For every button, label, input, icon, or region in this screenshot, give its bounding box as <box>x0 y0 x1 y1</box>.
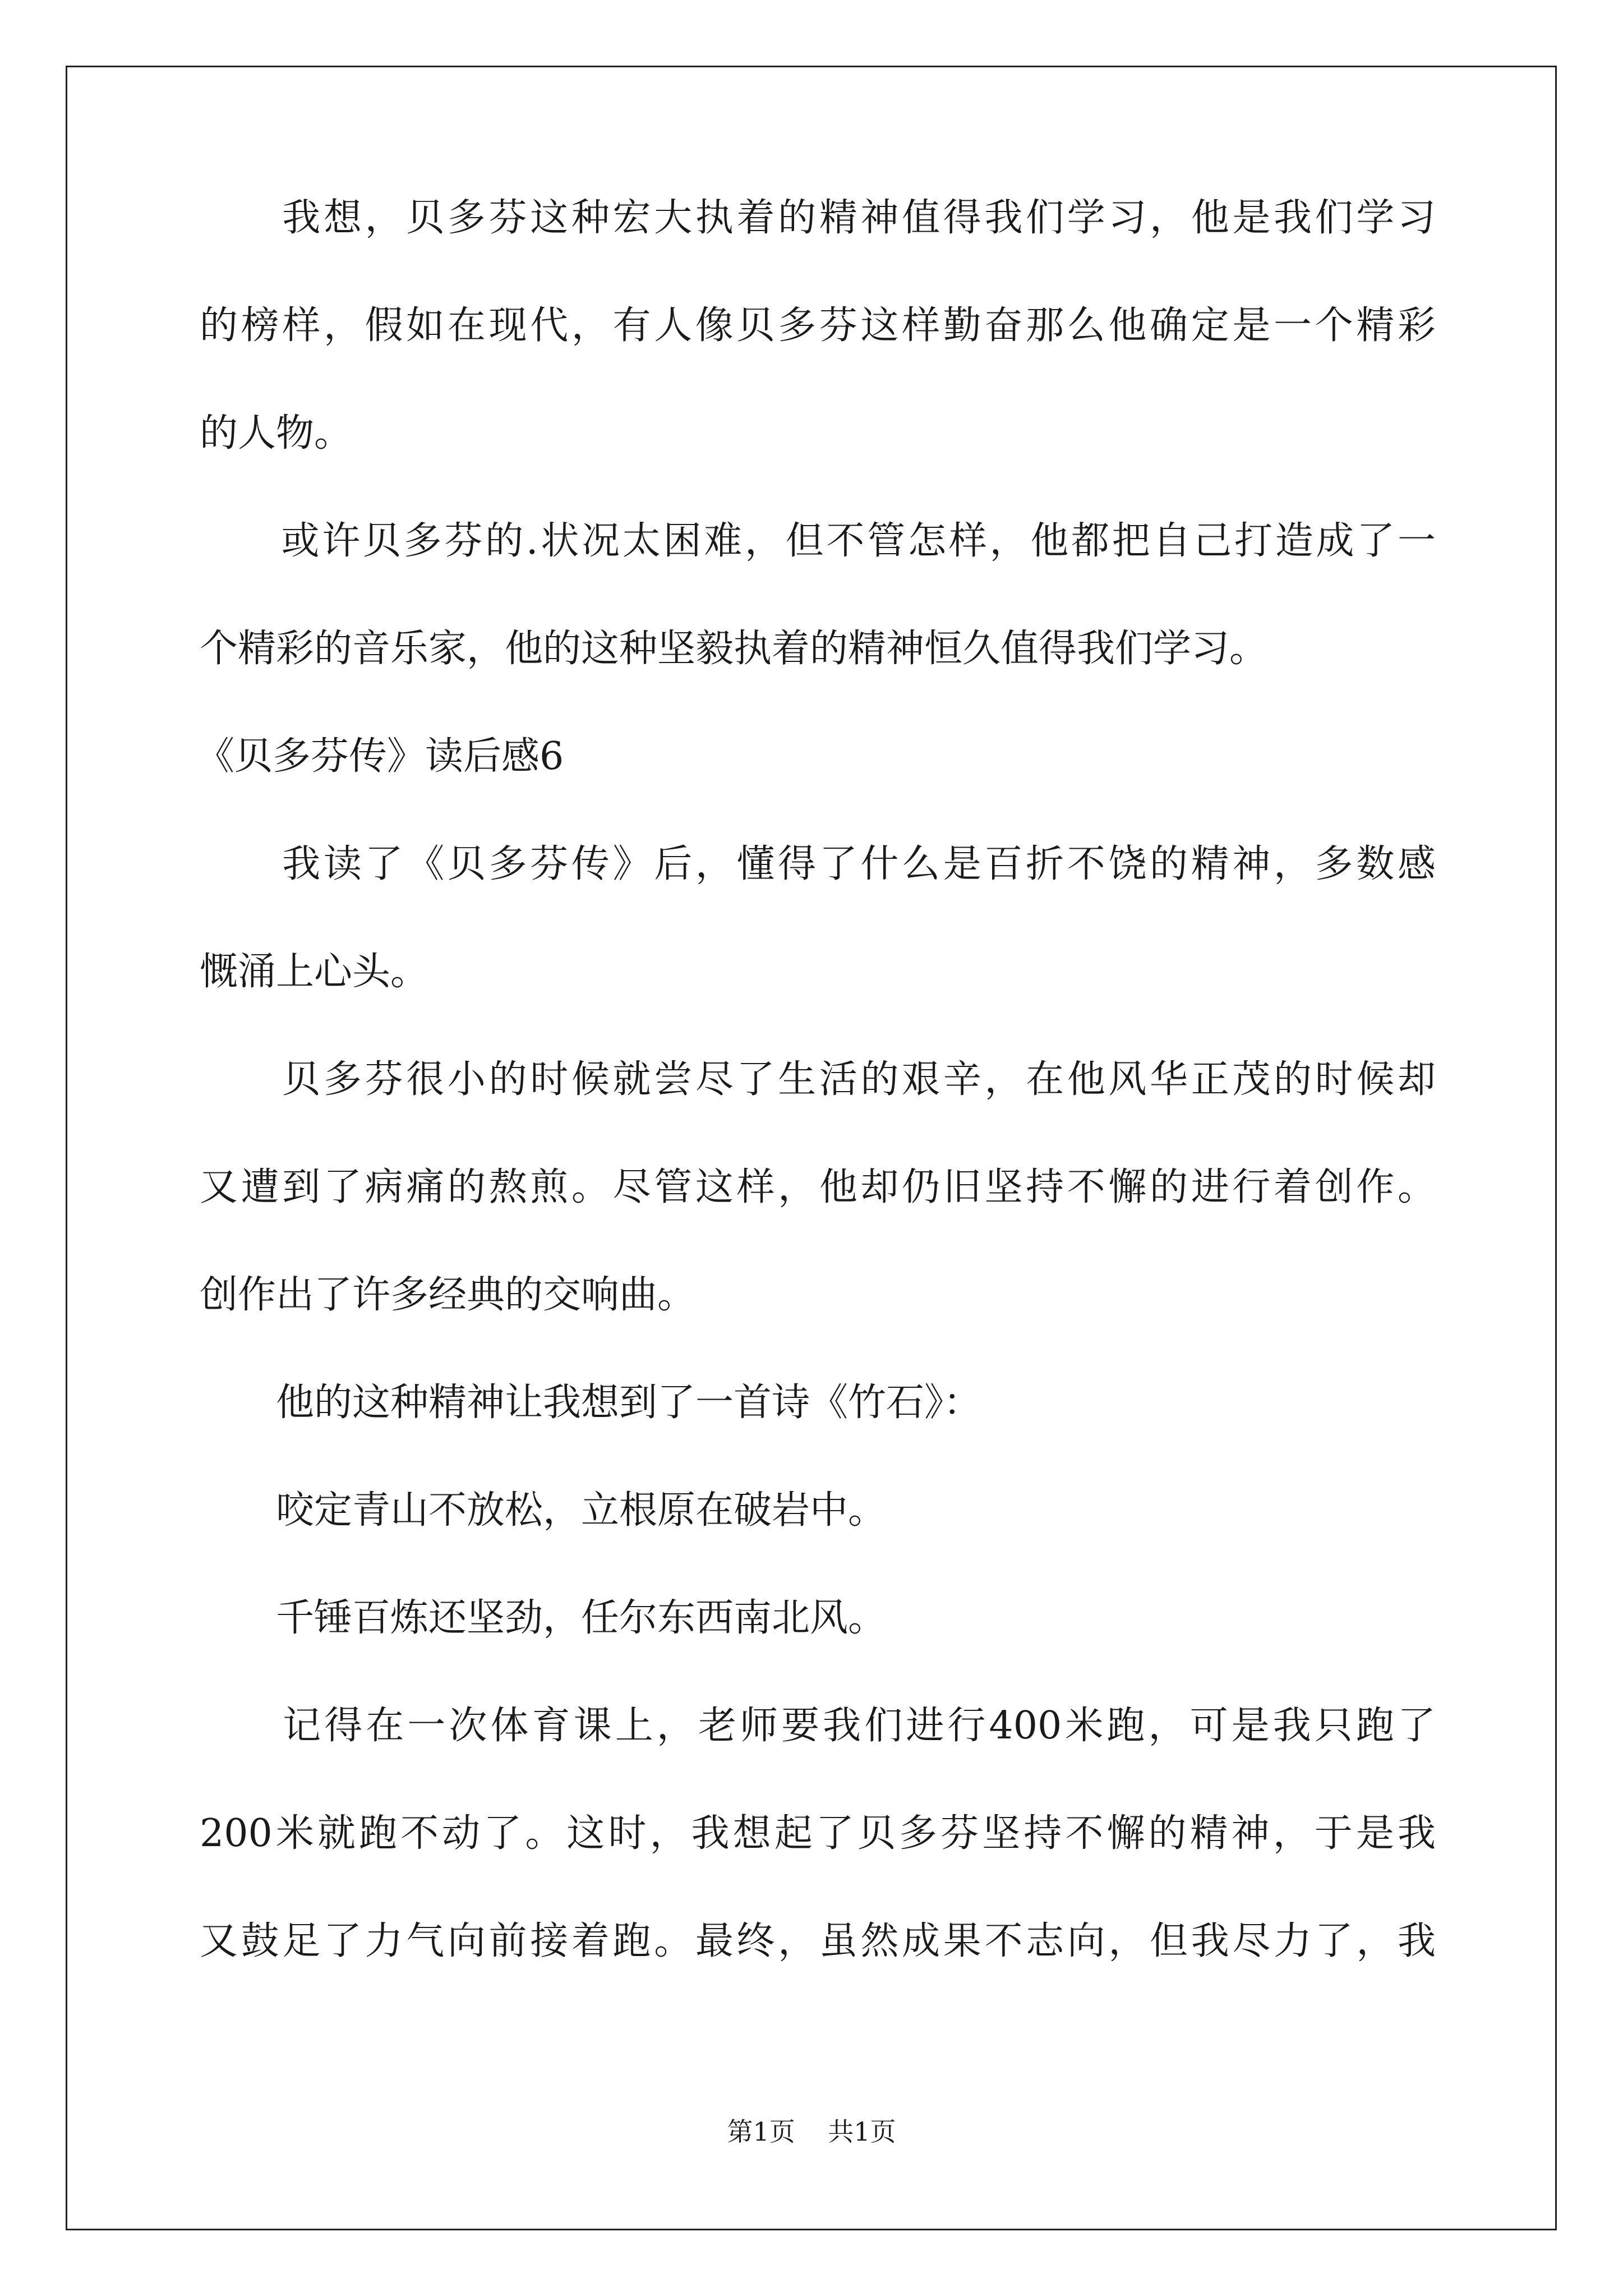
paragraph-1-line-2: 的榜样，假如在现代，有人像贝多芬这样勤奋那么他确定是一个精彩 <box>200 303 1436 348</box>
paragraph-2-line-2: 个精彩的音乐家，他的这种坚毅执着的精神恒久值得我们学习。 <box>200 627 1268 671</box>
paragraph-6-line-3: 又鼓足了力气向前接着跑。最终，虽然成果不志向，但我尽力了，我 <box>200 1919 1436 1963</box>
paragraph-2-line-1: 或许贝多芬的.状况太困难，但不管怎样，他都把自己打造成了一 <box>200 519 1436 563</box>
paragraph-6-line-2: 200米就跑不动了。这时，我想起了贝多芬坚持不懈的精神，于是我 <box>200 1811 1436 1856</box>
paragraph-1-line-1: 我想，贝多芬这种宏大执着的精神值得我们学习，他是我们学习 <box>200 196 1436 240</box>
paragraph-4-line-3: 创作出了许多经典的交响曲。 <box>200 1273 696 1317</box>
paragraph-5-line-1: 他的这种精神让我想到了一首诗《竹石》： <box>200 1381 982 1425</box>
page-border <box>66 66 1557 2230</box>
paragraph-6-line-1: 记得在一次体育课上，老师要我们进行400米跑，可是我只跑了 <box>200 1704 1436 1748</box>
paragraph-4-line-2: 又遭到了病痛的熬煎。尽管这样，他却仍旧坚持不懈的进行着创作。 <box>200 1165 1436 1209</box>
paragraph-3-line-2: 慨涌上心头。 <box>200 950 429 994</box>
paragraph-1-line-3: 的人物。 <box>200 411 353 455</box>
poem-line-2: 千锤百炼还坚劲，任尔东西南北风。 <box>200 1596 887 1640</box>
page-footer <box>0 2115 1623 2148</box>
poem-line-1: 咬定青山不放松，立根原在破岩中。 <box>200 1488 887 1533</box>
page-number: 第1页 <box>727 2116 795 2147</box>
paragraph-4-line-1: 贝多芬很小的时候就尝尽了生活的艰辛，在他风华正茂的时候却 <box>200 1057 1436 1102</box>
paragraph-3-line-1: 我读了《贝多芬传》后，懂得了什么是百折不饶的精神，多数感 <box>200 842 1436 886</box>
total-pages: 共1页 <box>828 2116 896 2147</box>
section-heading: 《贝多芬传》读后感6 <box>196 734 564 779</box>
